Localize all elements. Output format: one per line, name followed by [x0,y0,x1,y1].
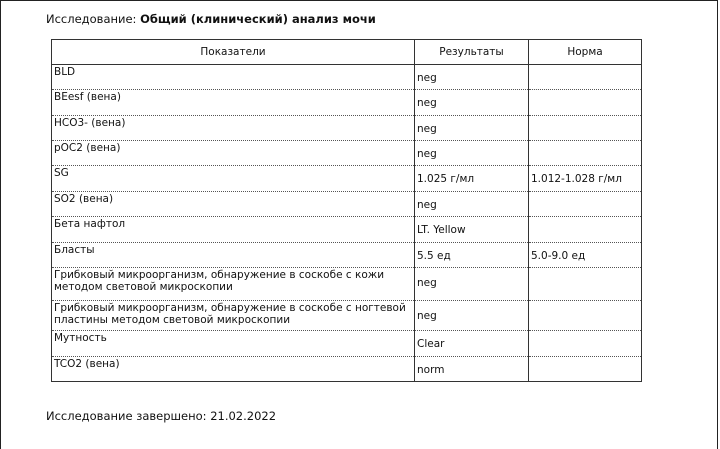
result-value: neg [415,268,529,301]
indicator-name: TCO2 (вена) [52,357,415,382]
indicator-name: SG [52,166,415,192]
indicator-name: pOC2 (вена) [52,141,415,166]
table-row [52,90,642,116]
norm-value [529,268,642,301]
norm-value [529,217,642,243]
norm-value: 5.0-9.0 ед [529,243,642,268]
norm-value [529,357,642,382]
indicator-name: BEesf (вена) [52,90,415,116]
study-name: Общий (клинический) анализ мочи [140,12,376,26]
result-value: 5.5 ед [415,243,529,268]
table-row [52,357,642,382]
result-value: neg [415,65,529,90]
result-value: Clear [415,331,529,357]
result-value: neg [415,90,529,116]
indicator-name: BLD [52,65,415,90]
norm-value [529,90,642,116]
norm-value: 1.012-1.028 г/мл [529,166,642,192]
table-row [52,65,642,90]
norm-value [529,65,642,90]
table-row [52,331,642,357]
table-row [52,116,642,141]
indicator-name: Бета нафтол [52,217,415,243]
result-value: norm [415,357,529,382]
norm-value [529,301,642,331]
result-value: neg [415,116,529,141]
indicator-name: Мутность [52,331,415,357]
indicator-name: Грибковый микроорганизм, обнаружение в соскобе с ногтевой пластины методом световой микроскопии [52,301,415,331]
result-value: neg [415,192,529,217]
result-value: 1.025 г/мл [415,166,529,192]
study-title [46,11,376,27]
table-row [52,217,642,243]
indicator-name: SO2 (вена) [52,192,415,217]
norm-value [529,116,642,141]
result-value: neg [415,141,529,166]
indicator-name: HCO3- (вена) [52,116,415,141]
result-value: neg [415,301,529,331]
result-value: LT. Yellow [415,217,529,243]
table-row [52,268,642,301]
indicator-name: Бласты [52,243,415,268]
table-header-row [52,40,642,65]
table-row [52,243,642,268]
norm-value [529,331,642,357]
table-row [52,301,642,331]
norm-value [529,192,642,217]
column-header-result: Результаты [415,40,529,65]
table-row [52,192,642,217]
column-header-norm: Норма [529,40,642,65]
completion-date: Исследование завершено: 21.02.2022 [46,409,277,423]
study-label: Исследование: [46,12,137,26]
column-header-indicator: Показатели [52,40,415,65]
indicator-name: Грибковый микроорганизм, обнаружение в соскобе с кожи методом световой микроскопии [52,268,415,301]
table-row [52,166,642,192]
norm-value [529,141,642,166]
results-table [51,39,642,382]
table-row [52,141,642,166]
